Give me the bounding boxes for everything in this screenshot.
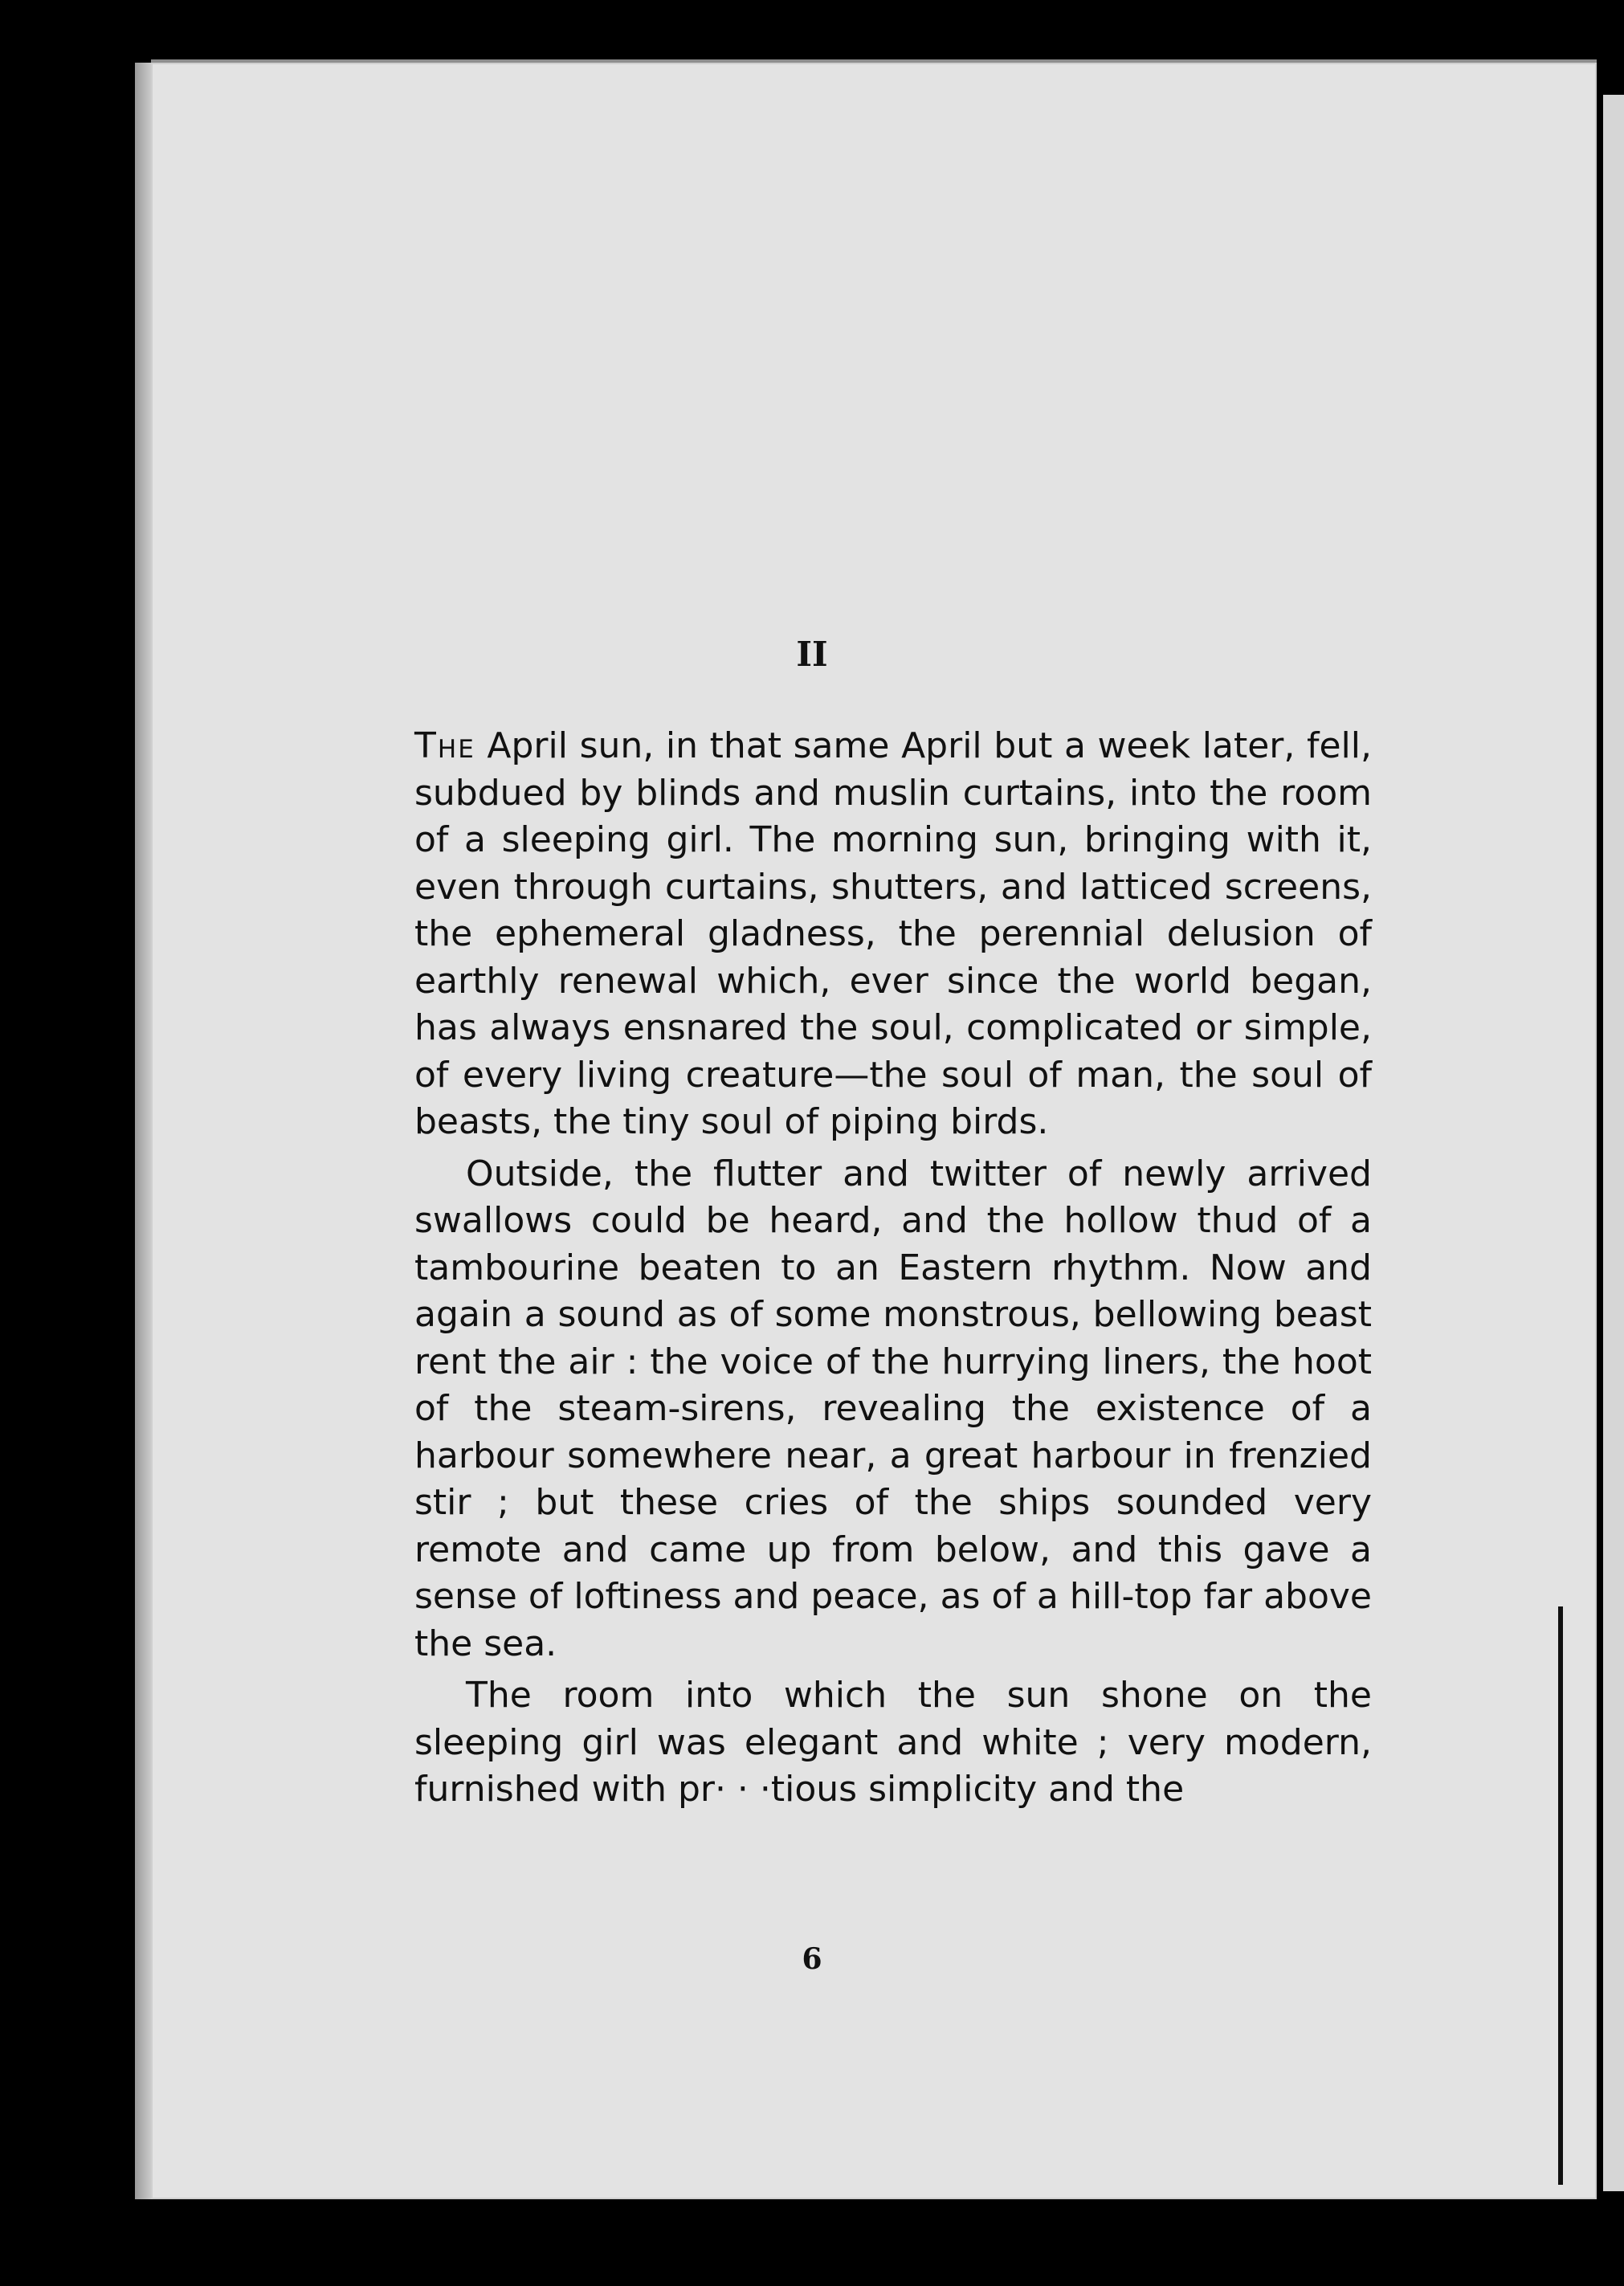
- body-text: [414, 723, 1372, 1814]
- paragraph-2: Outside, the flutter and twitter of newly arrived swallows could be heard, and the hollow thud of a tambourine beaten to an Eastern rhythm. Now and again a sound as of some monstrous, bellowing beast rent the air : the voice of the hurrying liners, the hoot of the steam-sirens, revealing the existence of a harbour somewhere near, a great harbour in frenzied stir ; but these cries of the ships sounded very remote and came up from below, and this gave a sense of loftiness and peace, as of a hill-top far above the sea.: [414, 1153, 1372, 1664]
- paragraph-3: The room into which the sun shone on the sleeping girl was elegant and white ; very modern, furnished with pr· · ·tious simplicity and the: [414, 1675, 1372, 1810]
- gutter-shadow: [1558, 1606, 1563, 2185]
- paragraph-text: April sun, in that same April but a week later, fell, subdued by blinds and muslin curtains, into the room of a sleeping girl. The morning sun, bringing with it, even through curtains, shutters, and latticed screens, the ephemeral gladness, the perennial delusion of earthly renewal which, ever since the world began, has always ensnared the soul, complicated or simple, of every living creature—the soul of man, the soul of beasts, the tiny soul of piping birds.: [414, 725, 1372, 1142]
- paragraph-lead: The: [414, 725, 475, 766]
- page-number: 6: [802, 1942, 822, 1976]
- paragraph-1: [414, 723, 1372, 1146]
- chapter-heading: II: [796, 635, 828, 674]
- facing-page-edge: [1603, 95, 1624, 2191]
